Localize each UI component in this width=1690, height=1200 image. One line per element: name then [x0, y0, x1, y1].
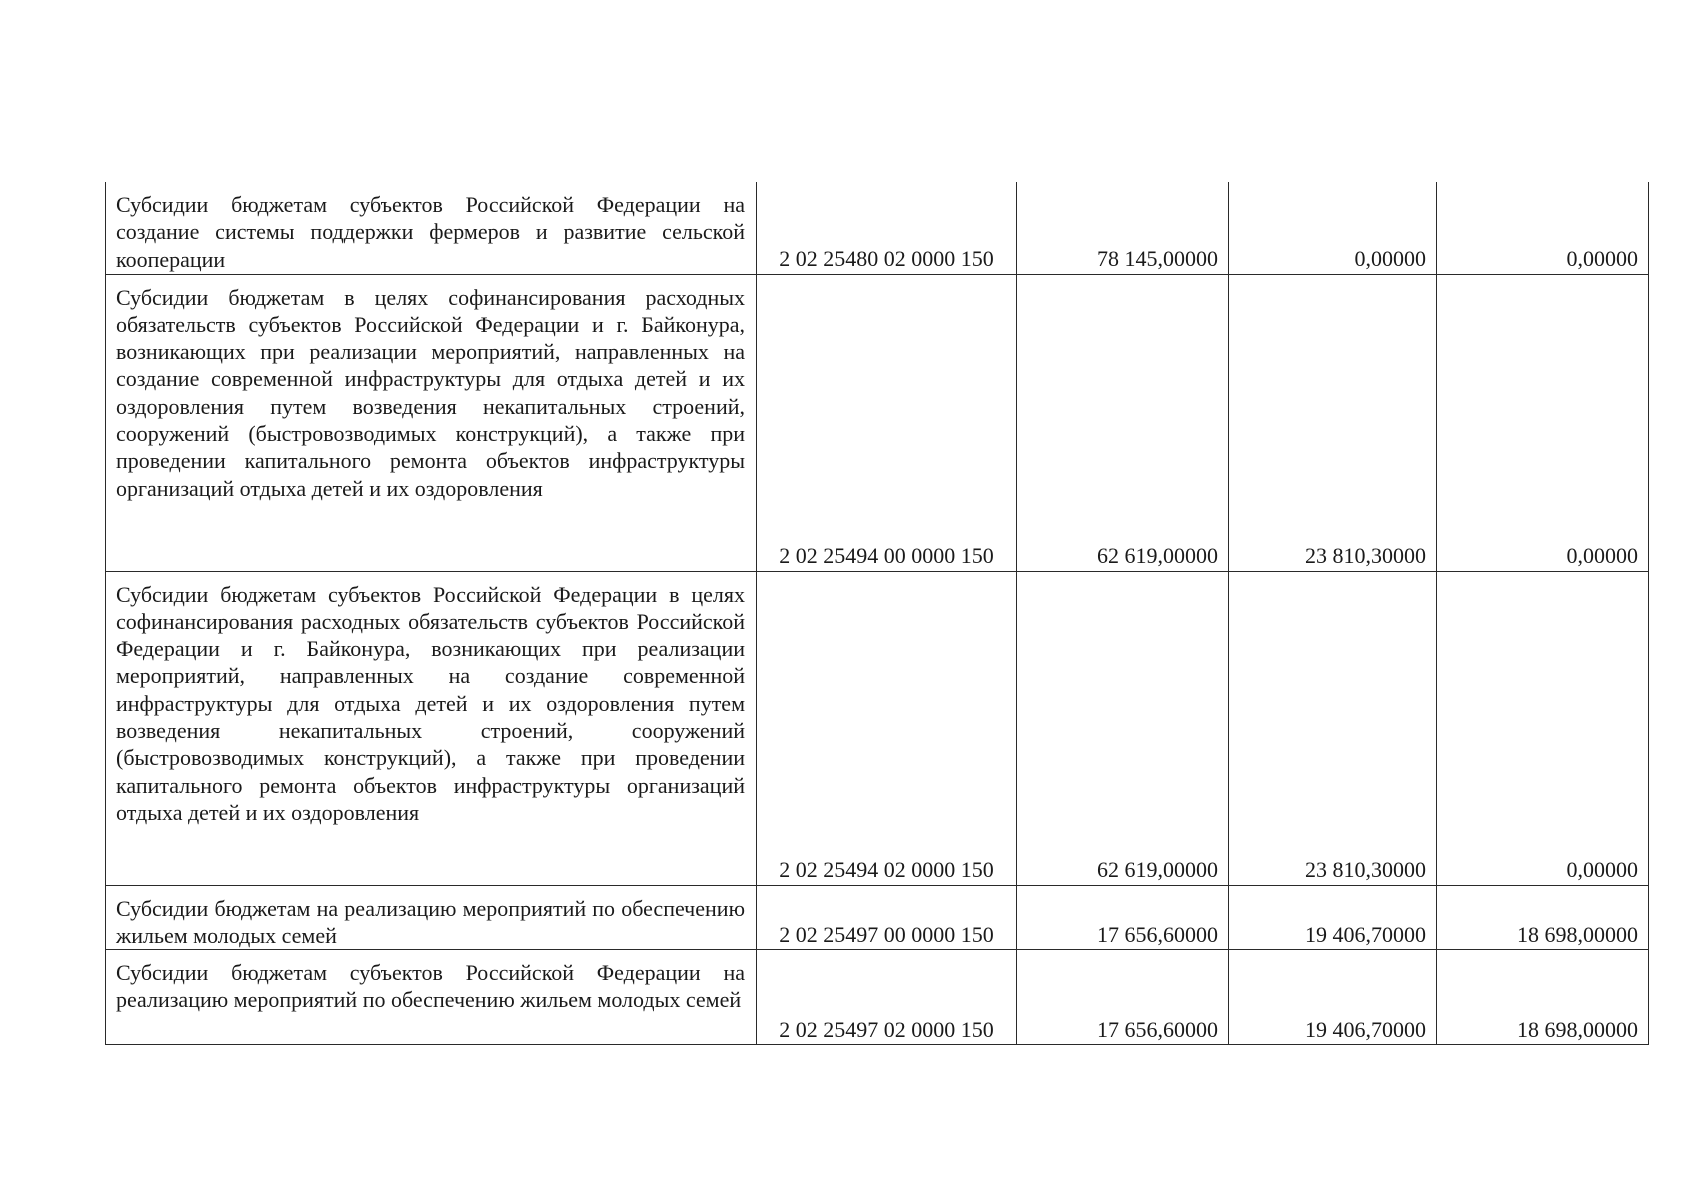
budget-code-cell: 2 02 25494 02 0000 150 — [757, 571, 1017, 885]
amount-year3-cell: 0,00000 — [1437, 571, 1649, 885]
row-description: Субсидии бюджетам субъектов Российской Федерации в целях софинансирования расходных обязательств субъектов Российской Федерации и г. Байконура, возникающих при реализации мероприятий, направленных на создание современной инфраструктуры для отдыха детей и их оздоровления путем возведения некапитальных строений, сооружений (быстровозводимых конструкций), а также при проведении капитального ремонта объектов инфраструктуры организаций отдыха детей и их оздоровления — [116, 581, 745, 825]
amount-year1-cell: 78 145,00000 — [1017, 182, 1229, 274]
table-row — [106, 950, 1649, 1045]
amount-year2-cell: 19 406,70000 — [1229, 950, 1437, 1045]
amount-year1-cell: 17 656,60000 — [1017, 950, 1229, 1045]
row-description-cell — [106, 571, 757, 885]
row-description-cell — [106, 182, 757, 274]
table-row — [106, 571, 1649, 885]
budget-code-cell: 2 02 25494 00 0000 150 — [757, 274, 1017, 571]
budget-code-cell: 2 02 25497 02 0000 150 — [757, 950, 1017, 1045]
row-description-cell — [106, 950, 757, 1045]
amount-year1-cell: 62 619,00000 — [1017, 571, 1229, 885]
amount-year2-cell: 19 406,70000 — [1229, 885, 1437, 950]
table-row — [106, 885, 1649, 950]
amount-year3-cell: 0,00000 — [1437, 274, 1649, 571]
amount-year3-cell: 18 698,00000 — [1437, 950, 1649, 1045]
row-description: Субсидии бюджетам в целях софинансирования расходных обязательств субъектов Российской Федерации и г. Байконура, возникающих при реализации мероприятий, направленных на создание современной инфраструктуры для отдыха детей и их оздоровления путем возведения некапитальных строений, сооружений (быстровозводимых конструкций), а также при проведении капитального ремонта объектов инфраструктуры организаций отдыха детей и их оздоровления — [116, 284, 745, 501]
budget-code-cell: 2 02 25497 00 0000 150 — [757, 885, 1017, 950]
amount-year3-cell: 18 698,00000 — [1437, 885, 1649, 950]
row-description: Субсидии бюджетам субъектов Российской Федерации на реализацию мероприятий по обеспечению жильем молодых семей — [116, 960, 745, 1013]
row-description: Субсидии бюджетам на реализацию мероприятий по обеспечению жильем молодых семей — [116, 895, 745, 948]
amount-year2-cell: 23 810,30000 — [1229, 274, 1437, 571]
budget-code-cell: 2 02 25480 02 0000 150 — [757, 182, 1017, 274]
row-description-cell — [106, 885, 757, 950]
amount-year3-cell: 0,00000 — [1437, 182, 1649, 274]
row-description: Субсидии бюджетам субъектов Российской Федерации на создание системы поддержки фермеров и развитие сельской кооперации — [116, 192, 745, 272]
budget-subsidies-table — [105, 182, 1649, 1045]
amount-year1-cell: 17 656,60000 — [1017, 885, 1229, 950]
table-row — [106, 182, 1649, 274]
amount-year2-cell: 23 810,30000 — [1229, 571, 1437, 885]
amount-year1-cell: 62 619,00000 — [1017, 274, 1229, 571]
row-description-cell — [106, 274, 757, 571]
amount-year2-cell: 0,00000 — [1229, 182, 1437, 274]
table-row — [106, 274, 1649, 571]
